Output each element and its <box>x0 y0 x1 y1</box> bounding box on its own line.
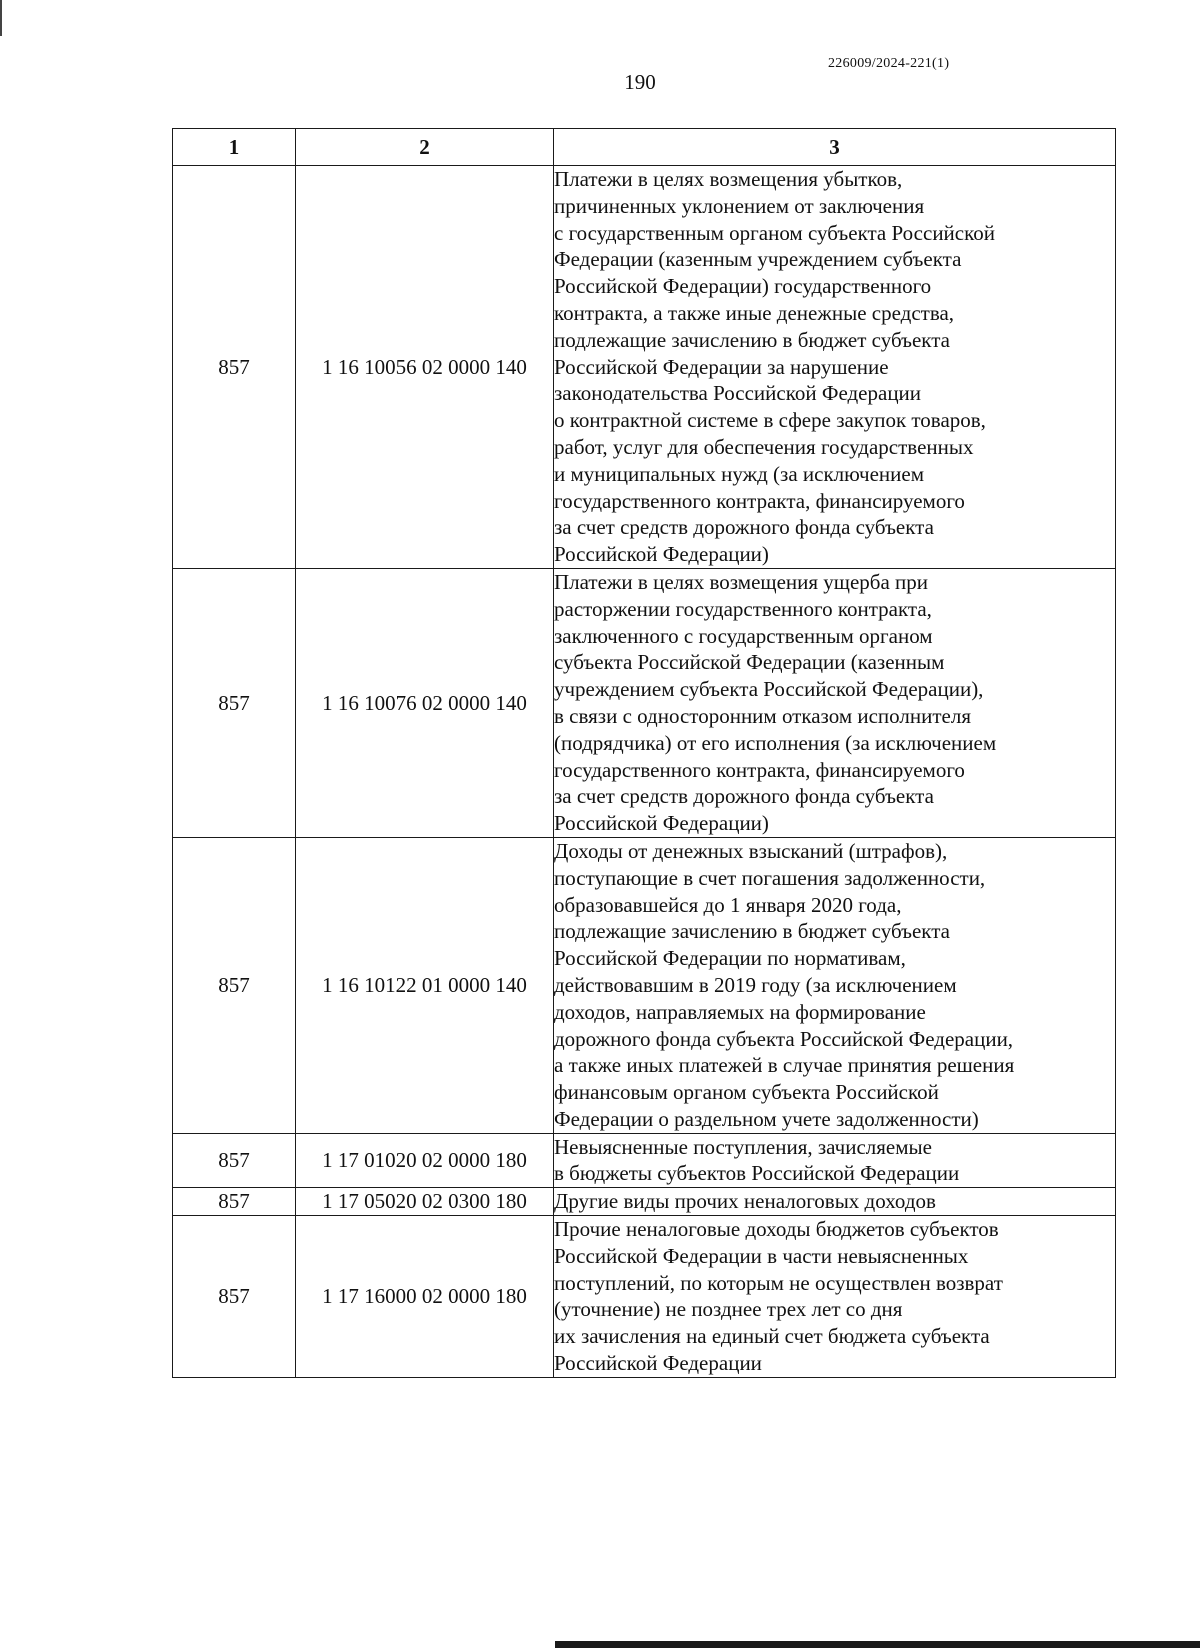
description-line: за счет средств дорожного фонда субъекта <box>554 515 934 540</box>
table-row <box>173 568 1116 837</box>
table-row <box>173 1188 1116 1216</box>
description-cell <box>554 1216 1116 1378</box>
description-line: Другие виды прочих неналоговых доходов <box>554 1189 936 1214</box>
description-line: их зачисления на единый счет бюджета субъекта <box>554 1324 990 1349</box>
description-line: Федерации о раздельном учете задолженности) <box>554 1106 979 1131</box>
description-line: (подрядчика) от его исполнения (за исключением <box>554 730 997 755</box>
description-line: Невыясненные поступления, зачисляемые <box>554 1134 932 1159</box>
description-line: субъекта Российской Федерации (казенным <box>554 650 945 675</box>
column-header-1: 1 <box>173 129 296 166</box>
description-cell <box>554 1188 1116 1216</box>
description-line: Российской Федерации в части невыясненных <box>554 1243 969 1268</box>
description-cell <box>554 166 1116 569</box>
description-line: подлежащие зачислению в бюджет субъекта <box>554 919 950 944</box>
table-row <box>173 1216 1116 1378</box>
admin-code-cell: 857 <box>173 568 296 837</box>
description-line: доходов, направляемых на формирование <box>554 999 926 1024</box>
description-line: за счет средств дорожного фонда субъекта <box>554 784 934 809</box>
description-cell <box>554 837 1116 1133</box>
description-cell <box>554 568 1116 837</box>
kbk-code-cell: 1 16 10122 01 0000 140 <box>296 837 554 1133</box>
table-body <box>173 166 1116 1378</box>
description-line: подлежащие зачислению в бюджет субъекта <box>554 327 950 352</box>
description-line: контракта, а также иные денежные средства, <box>554 300 955 325</box>
description-line: действовавшим в 2019 году (за исключением <box>554 972 957 997</box>
description-line: Доходы от денежных взысканий (штрафов), <box>554 838 948 863</box>
description-line: Платежи в целях возмещения ущерба при <box>554 569 929 594</box>
description-line: Федерации (казенным учреждением субъекта <box>554 247 962 272</box>
page-number: 190 <box>624 70 656 94</box>
description-line: расторжении государственного контракта, <box>554 596 932 621</box>
description-line: законодательства Российской Федерации <box>554 381 922 406</box>
table-row <box>173 166 1116 569</box>
description-line: с государственным органом субъекта Российской <box>554 220 995 245</box>
description-line: Платежи в целях возмещения убытков, <box>554 167 903 191</box>
kbk-code-cell: 1 17 05020 02 0300 180 <box>296 1188 554 1216</box>
admin-code-cell: 857 <box>173 1133 296 1188</box>
description-line: работ, услуг для обеспечения государственных <box>554 434 974 459</box>
description-line: Российской Федерации) государственного <box>554 274 932 299</box>
description-line: о контрактной системе в сфере закупок товаров, <box>554 408 986 433</box>
budget-codes-table <box>172 128 1116 1378</box>
admin-code-cell: 857 <box>173 1188 296 1216</box>
description-line: поступающие в счет погашения задолженности, <box>554 865 986 890</box>
document-number: 226009/2024-221(1) <box>828 56 950 71</box>
admin-code-cell: 857 <box>173 837 296 1133</box>
scan-bottom-bar <box>555 1641 1200 1648</box>
table-row <box>173 837 1116 1133</box>
description-line: в связи с односторонним отказом исполнителя <box>554 703 971 728</box>
description-line: Российской Федерации <box>554 1351 762 1376</box>
kbk-code-cell: 1 17 01020 02 0000 180 <box>296 1133 554 1188</box>
column-header-2: 2 <box>296 129 554 166</box>
description-line: дорожного фонда субъекта Российской Федерации, <box>554 1026 1014 1051</box>
admin-code-cell: 857 <box>173 166 296 569</box>
description-line: (уточнение) не позднее трех лет со дня <box>554 1297 903 1322</box>
description-line: Российской Федерации) <box>554 542 769 567</box>
description-line: и муниципальных нужд (за исключением <box>554 461 924 486</box>
description-line: государственного контракта, финансируемого <box>554 488 965 513</box>
description-line: причиненных уклонением от заключения <box>554 193 925 218</box>
description-line: Российской Федерации за нарушение <box>554 354 889 379</box>
description-line: Российской Федерации по нормативам, <box>554 946 906 971</box>
description-line: государственного контракта, финансируемого <box>554 757 965 782</box>
description-line: поступлений, по которым не осуществлен возврат <box>554 1270 1003 1295</box>
kbk-code-cell: 1 16 10056 02 0000 140 <box>296 166 554 569</box>
description-line: финансовым органом субъекта Российской <box>554 1080 939 1105</box>
description-line: в бюджеты субъектов Российской Федерации <box>554 1161 960 1186</box>
kbk-code-cell: 1 17 16000 02 0000 180 <box>296 1216 554 1378</box>
description-line: а также иных платежей в случае принятия решения <box>554 1053 1015 1078</box>
table-row <box>173 1133 1116 1188</box>
description-line: учреждением субъекта Российской Федерации), <box>554 677 984 702</box>
description-line: Прочие неналоговые доходы бюджетов субъектов <box>554 1217 999 1242</box>
scan-edge-mark <box>0 0 2 36</box>
description-line: Российской Федерации) <box>554 811 769 836</box>
description-cell <box>554 1133 1116 1188</box>
table-header-row <box>173 129 1116 166</box>
kbk-code-cell: 1 16 10076 02 0000 140 <box>296 568 554 837</box>
description-line: заключенного с государственным органом <box>554 623 933 648</box>
column-header-3: 3 <box>554 129 1116 166</box>
description-line: образовавшейся до 1 января 2020 года, <box>554 892 902 917</box>
admin-code-cell: 857 <box>173 1216 296 1378</box>
